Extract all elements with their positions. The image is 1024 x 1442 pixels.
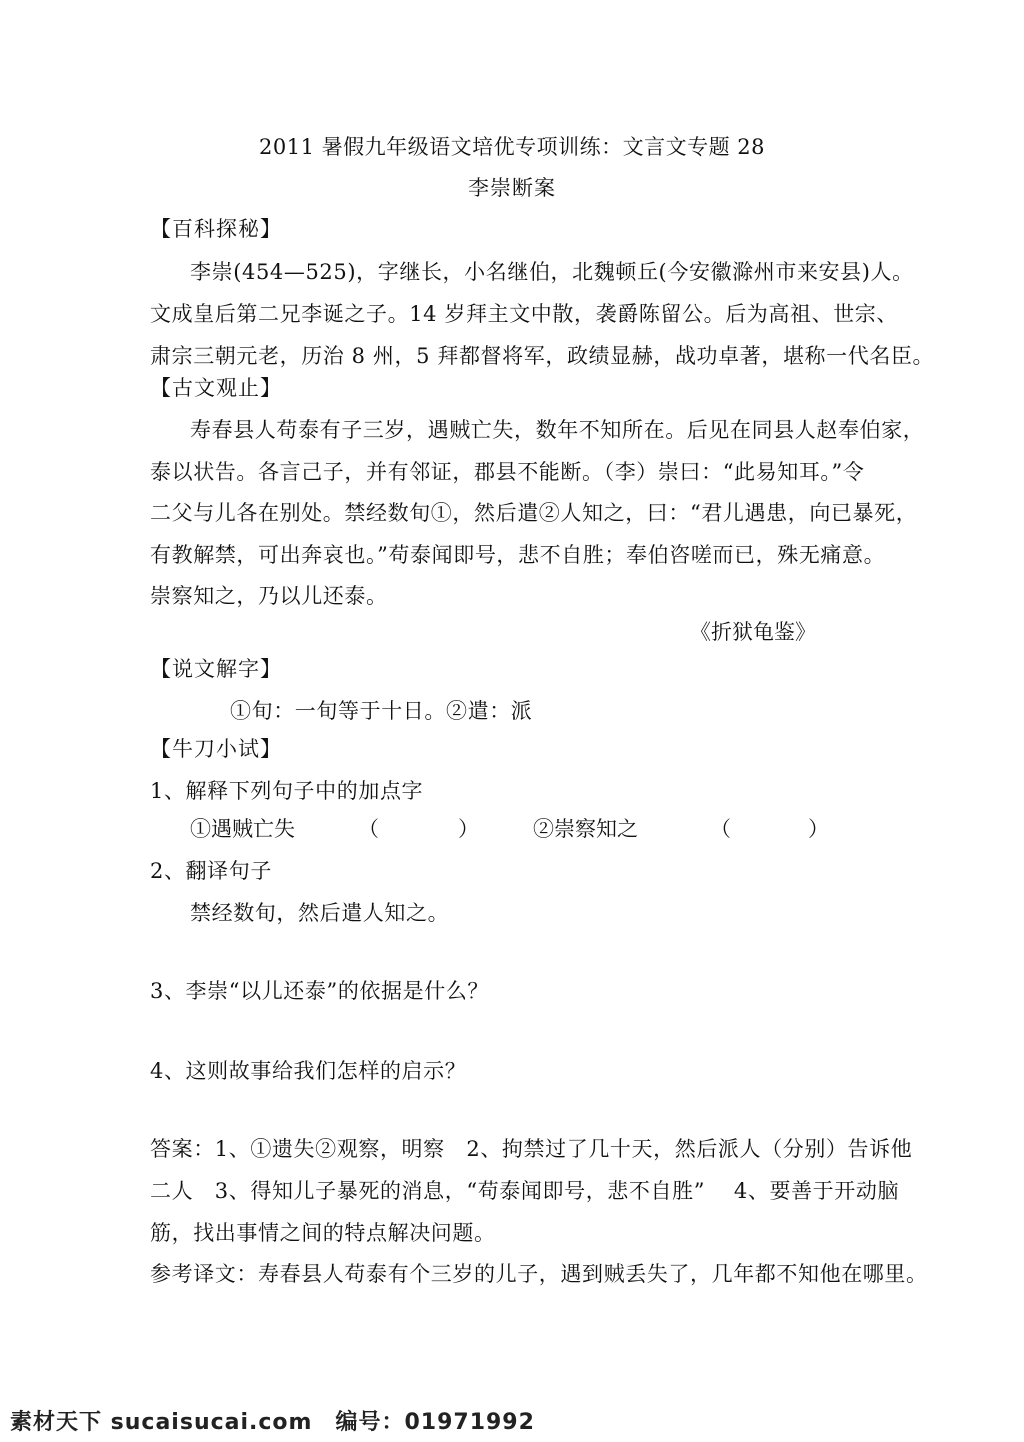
page-title: 2011 暑假九年级语文培优专项训练：文言文专题 28 [258, 135, 765, 159]
section-heading-guwen: 【古文观止】 [150, 376, 282, 400]
section-heading-shuowen: 【说文解字】 [150, 657, 282, 681]
glossary-note: ①旬：一旬等于十日。②遣：派 [230, 699, 533, 723]
baike-line: 文成皇后第二兄李诞之子。14 岁拜主文中散，袭爵陈留公。后为高祖、世宗、 [150, 302, 898, 326]
baike-line: 李崇(454—525)，字继长，小名继伯，北魏顿丘(今安徽滁州市来安县)人。 [190, 260, 914, 284]
answer-line: 筋，找出事情之间的特点解决问题。 [150, 1221, 496, 1245]
answer-blank-close: ） [458, 817, 479, 841]
guwen-line: 有教解禁，可出奔哀也。”苟泰闻即号，悲不自胜；奉伯咨嗟而已，殊无痛意。 [150, 543, 886, 567]
answer-line: 参考译文：寿春县人苟泰有个三岁的儿子，遇到贼丢失了，几年都不知他在哪里。 [150, 1262, 928, 1286]
question-3: 3、李崇“以儿还泰”的依据是什么？ [150, 979, 490, 1003]
answer-line: 答案：1、①遗失②观察，明察 2、拘禁过了几十天，然后派人（分别）告诉他 [150, 1137, 913, 1161]
guwen-line: 崇察知之，乃以儿还泰。 [150, 584, 388, 608]
answer-blank-open: （ [358, 817, 379, 841]
question-1b: ②崇察知之 [533, 817, 638, 841]
guwen-line: 寿春县人苟泰有子三岁，遇贼亡失，数年不知所在。后见在同县人赵奉伯家， [190, 418, 925, 442]
guwen-line: 二父与儿各在别处。禁经数旬①，然后遣②人知之，曰：“君儿遇患，向已暴死， [150, 501, 918, 525]
section-heading-baike: 【百科探秘】 [150, 217, 282, 241]
baike-line: 肃宗三朝元老，历治 8 州，5 拜都督将军，政绩显赫，战功卓著，堪称一代名臣。 [150, 344, 935, 368]
answer-blank-close: ） [808, 817, 829, 841]
question-4: 4、这则故事给我们怎样的启示？ [150, 1059, 467, 1083]
question-1a: ①遇贼亡失 [190, 817, 295, 841]
answer-blank-open: （ [710, 817, 731, 841]
page-subtitle: 李崇断案 [468, 176, 556, 200]
guwen-line: 泰以状告。各言己子，并有邻证，郡县不能断。（李）崇曰：“此易知耳。”令 [150, 460, 865, 484]
question-1: 1、解释下列句子中的加点字 [150, 779, 424, 803]
question-2: 2、翻译句子 [150, 859, 272, 883]
source-citation: 《折狱龟鉴》 [690, 620, 816, 644]
question-2-text: 禁经数旬，然后遣人知之。 [190, 901, 450, 925]
watermark-text: 素材天下 sucaisucai.com 编号：01971992 [10, 1410, 535, 1435]
section-heading-niudao: 【牛刀小试】 [150, 737, 282, 761]
answer-line: 二人 3、得知儿子暴死的消息，“苟泰闻即号，悲不自胜” 4、要善于开动脑 [150, 1179, 900, 1203]
